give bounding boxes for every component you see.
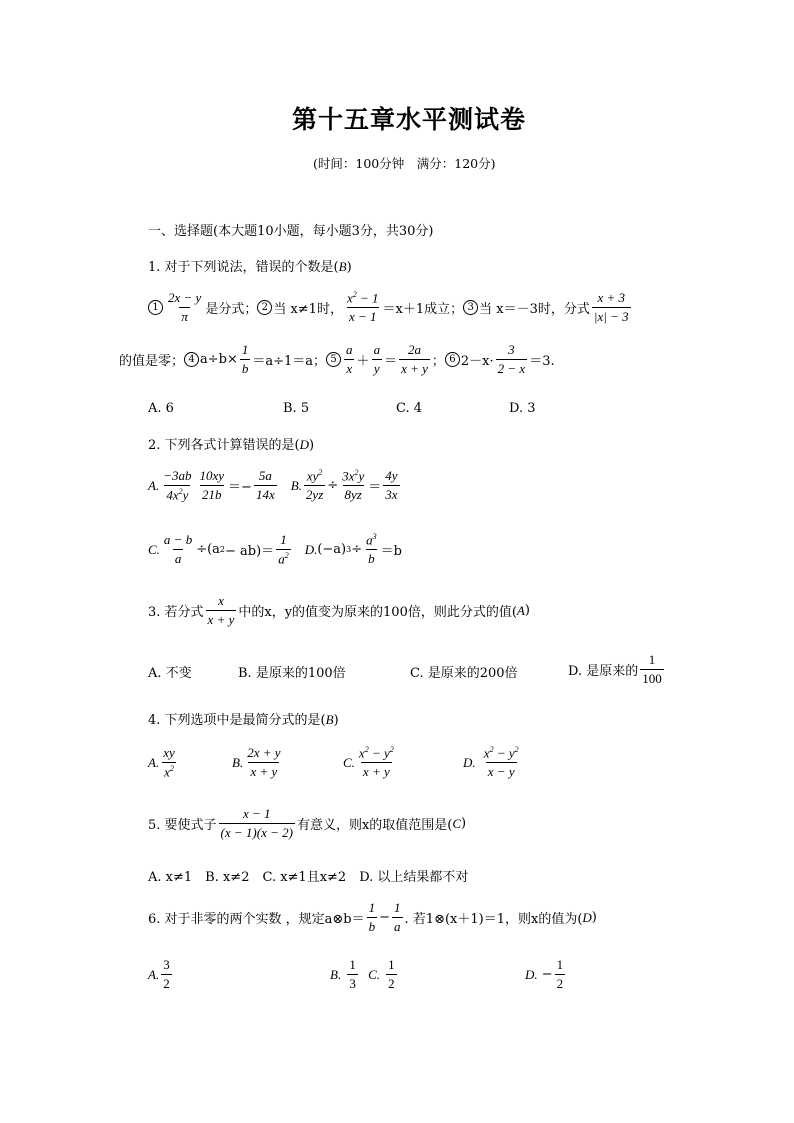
q4-option-a: A. $\frac{xy}{x^2}$ — [148, 745, 175, 780]
section-heading: 一、选择题(本大题10小题，每小题3分，共30分) — [148, 224, 434, 239]
q6-stem: 6. 对于非零的两个实数 ，规定a⊗b＝ $\frac{1}{b}$ − $\frac{1}{a}$ . 若1⊗(x＋1)＝1，则x的值为( D ) — [148, 900, 597, 934]
q2-answer: D — [299, 437, 309, 452]
q3-answer: A — [516, 602, 525, 618]
q6-option-a: A. $\frac{3}{2}$ — [148, 957, 170, 991]
q3-option-d: D. 是原来的 $\frac{1}{100}$ — [568, 652, 662, 686]
page-subtitle: (时间：100分钟 满分：120分) — [313, 156, 496, 171]
q1-line2: 的值是零； 4 a÷b× $\frac{1}{b}$ ＝a÷1＝a； 5 $\frac{a}{x}$ ＋ $\frac{a}{y}$ ＝ $\frac{2a}{x + y}$ ； 6 2－x· $\frac{3}{2 - x}$ ＝3. — [119, 342, 555, 376]
q4-stem: 4. 下列选项中是最简分式的是(B) — [148, 712, 339, 728]
q1-stem: 1. 对于下列说法，错误的个数是(B) — [148, 259, 352, 275]
q5-options: A. x≠1 B. x≠2 C. x≠1且x≠2 D. 以上结果都不对 — [148, 870, 469, 885]
q3-option-c: C. 是原来的200倍 — [410, 666, 518, 681]
q1-option-c: C. 4 — [396, 401, 423, 416]
q4-option-c: C. $\frac{x^2 - y^2}{x + y}$ — [343, 745, 394, 780]
q5-answer: C — [452, 815, 462, 831]
q1-line1: 1 $\frac{2x - y}{\pi}$ 是分式； 2 当 x≠1时， $\frac{x^2 - 1}{x - 1}$ ＝x＋1成立； 3 当 x＝－3时，分式 $\frac{x + 3}{|x| - 3}$ — [148, 290, 633, 325]
q1-option-a: A. 6 — [148, 401, 174, 416]
q6-answer: D — [582, 909, 592, 925]
q2-options-cd: C. $\frac{a - b}{a}$ ÷(a 2 − ab)＝ $\frac{1}{a^2}$ D. (−a) 3 ÷ $\frac{a^3}{b}$ ＝b — [148, 532, 402, 567]
q6-options-bc: B. $\frac{1}{3}$ C. $\frac{1}{2}$ — [330, 957, 395, 991]
q3-stem: 3. 若分式 $\frac{x}{x + y}$ 中的x，y的值变为原来的100倍，则此分式的值( A ) — [148, 593, 530, 627]
q1-option-d: D. 3 — [509, 401, 536, 416]
q1-answer: B — [338, 259, 347, 274]
q6-option-d: D. − $\frac{1}{2}$ — [525, 957, 564, 991]
q3-option-b: B. 是原来的100倍 — [238, 666, 346, 681]
page-title: 第十五章水平测试卷 — [292, 105, 527, 134]
q2-options-ab: A. $\frac{-3ab}{4x^2y}$ $\frac{10xy}{21b}$ ＝− $\frac{5a}{14x}$ B. $\frac{xy^2}{2yz}$ ÷ $\frac{3x^2y}{8yz}$ ＝ $\frac{4y}{3x}$ — [148, 468, 398, 503]
q1-option-b: B. 5 — [283, 401, 310, 416]
q2-stem: 2. 下列各式计算错误的是(D) — [148, 437, 315, 453]
q4-option-b: B. $\frac{2x + y}{x + y}$ — [232, 745, 281, 779]
q4-option-d: D. $\frac{x^2 - y^2}{x - y}$ — [463, 745, 519, 780]
q4-answer: B — [325, 712, 334, 727]
q3-option-a: A. 不变 — [148, 666, 192, 681]
q5-stem: 5. 要使式子 $\frac{x - 1}{(x - 1)(x - 2)}$ 有意义，则x的取值范围是( C ) — [148, 806, 467, 840]
